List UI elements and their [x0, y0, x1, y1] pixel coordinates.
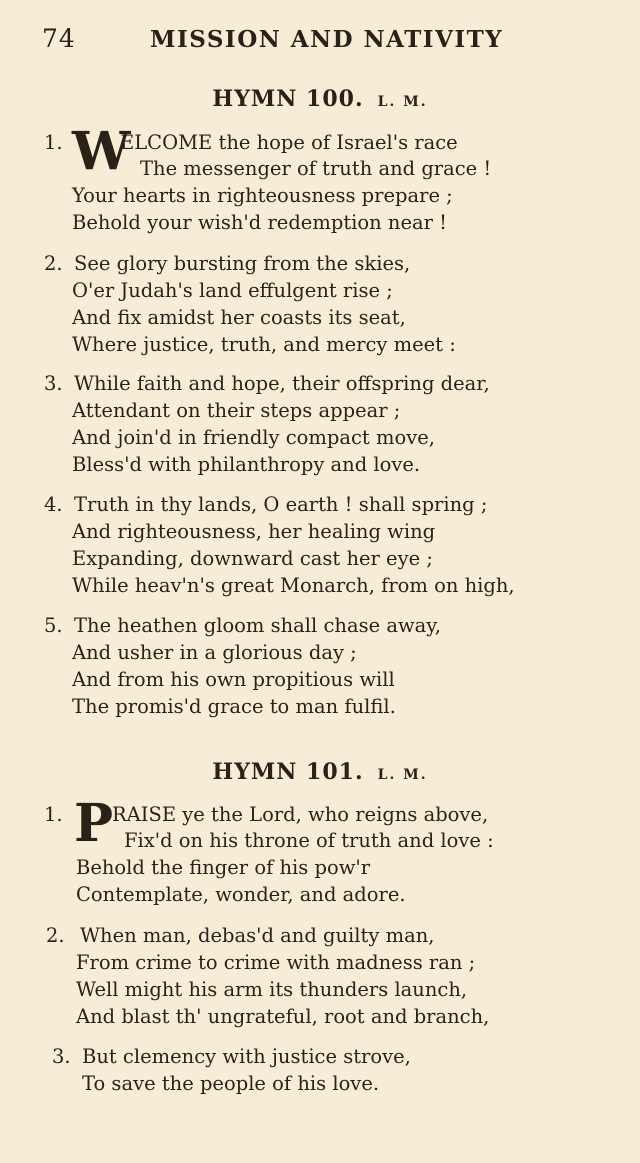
hymn-100-title: [0, 86, 640, 112]
stanza-line: Truth in thy lands, O earth ! shall spring ;: [74, 493, 488, 516]
stanza-line: While heav'n's great Monarch, from on high,: [72, 574, 515, 597]
stanza-line: Contemplate, wonder, and adore.: [76, 883, 406, 906]
stanza-line: To save the people of his love.: [82, 1072, 380, 1095]
hymn-meter: L. M.: [377, 94, 428, 110]
drop-cap: P: [74, 793, 114, 854]
page-number: 74: [42, 24, 76, 53]
stanza-line: O'er Judah's land effulgent rise ;: [72, 279, 393, 302]
stanza-line: Well might his arm its thunders launch,: [76, 978, 468, 1001]
stanza-line: ELCOME the hope of Israel's race: [120, 131, 458, 154]
verse-number: 5.: [44, 614, 63, 637]
stanza-line: When man, debas'd and guilty man,: [80, 924, 435, 947]
stanza-line: But clemency with justice strove,: [82, 1045, 411, 1068]
hymn-number: HYMN 101.: [212, 759, 364, 785]
stanza-line: And usher in a glorious day ;: [72, 641, 357, 664]
stanza-line: RAISE ye the Lord, who reigns above,: [112, 803, 489, 826]
stanza-line: Behold your wish'd redemption near !: [72, 211, 447, 234]
stanza-line: The messenger of truth and grace !: [140, 157, 492, 180]
stanza-line: And blast th' ungrateful, root and branch,: [76, 1005, 490, 1028]
stanza-line: Attendant on their steps appear ;: [72, 399, 401, 422]
stanza-line: While faith and hope, their offspring dear,: [74, 372, 490, 395]
stanza-line: And fix amidst her coasts its seat,: [72, 306, 406, 329]
stanza-line: Fix'd on his throne of truth and love :: [124, 829, 494, 852]
stanza-line: Bless'd with philanthropy and love.: [72, 453, 421, 476]
stanza-line: See glory bursting from the skies,: [74, 252, 411, 275]
stanza-line: Where justice, truth, and mercy meet :: [72, 333, 456, 356]
stanza-line: The heathen gloom shall chase away,: [74, 614, 441, 637]
verse-number: 1.: [44, 803, 63, 826]
stanza-line: And righteousness, her healing wing: [72, 520, 436, 543]
verse-number: 2.: [44, 252, 63, 275]
verse-number: 1.: [44, 131, 63, 154]
stanza-line: And join'd in friendly compact move,: [72, 426, 435, 449]
verse-number: 3.: [44, 372, 63, 395]
verse-number: 2.: [46, 924, 65, 947]
stanza-line: Behold the finger of his pow'r: [76, 856, 371, 879]
stanza-line: And from his own propitious will: [72, 668, 395, 691]
verse-number: 4.: [44, 493, 63, 516]
page-header: [0, 24, 640, 56]
stanza-line: From crime to crime with madness ran ;: [76, 951, 476, 974]
stanza-line: Your hearts in righteousness prepare ;: [72, 184, 453, 207]
running-head: MISSION AND NATIVITY: [150, 26, 504, 53]
hymn-meter: L. M.: [377, 767, 428, 783]
stanza-line: Expanding, downward cast her eye ;: [72, 547, 433, 570]
drop-cap: W: [72, 121, 131, 182]
hymn-101-title: [0, 759, 640, 785]
stanza-line: The promis'd grace to man fulfil.: [72, 695, 396, 718]
verse-number: 3.: [52, 1045, 71, 1068]
hymn-number: HYMN 100.: [212, 86, 364, 112]
